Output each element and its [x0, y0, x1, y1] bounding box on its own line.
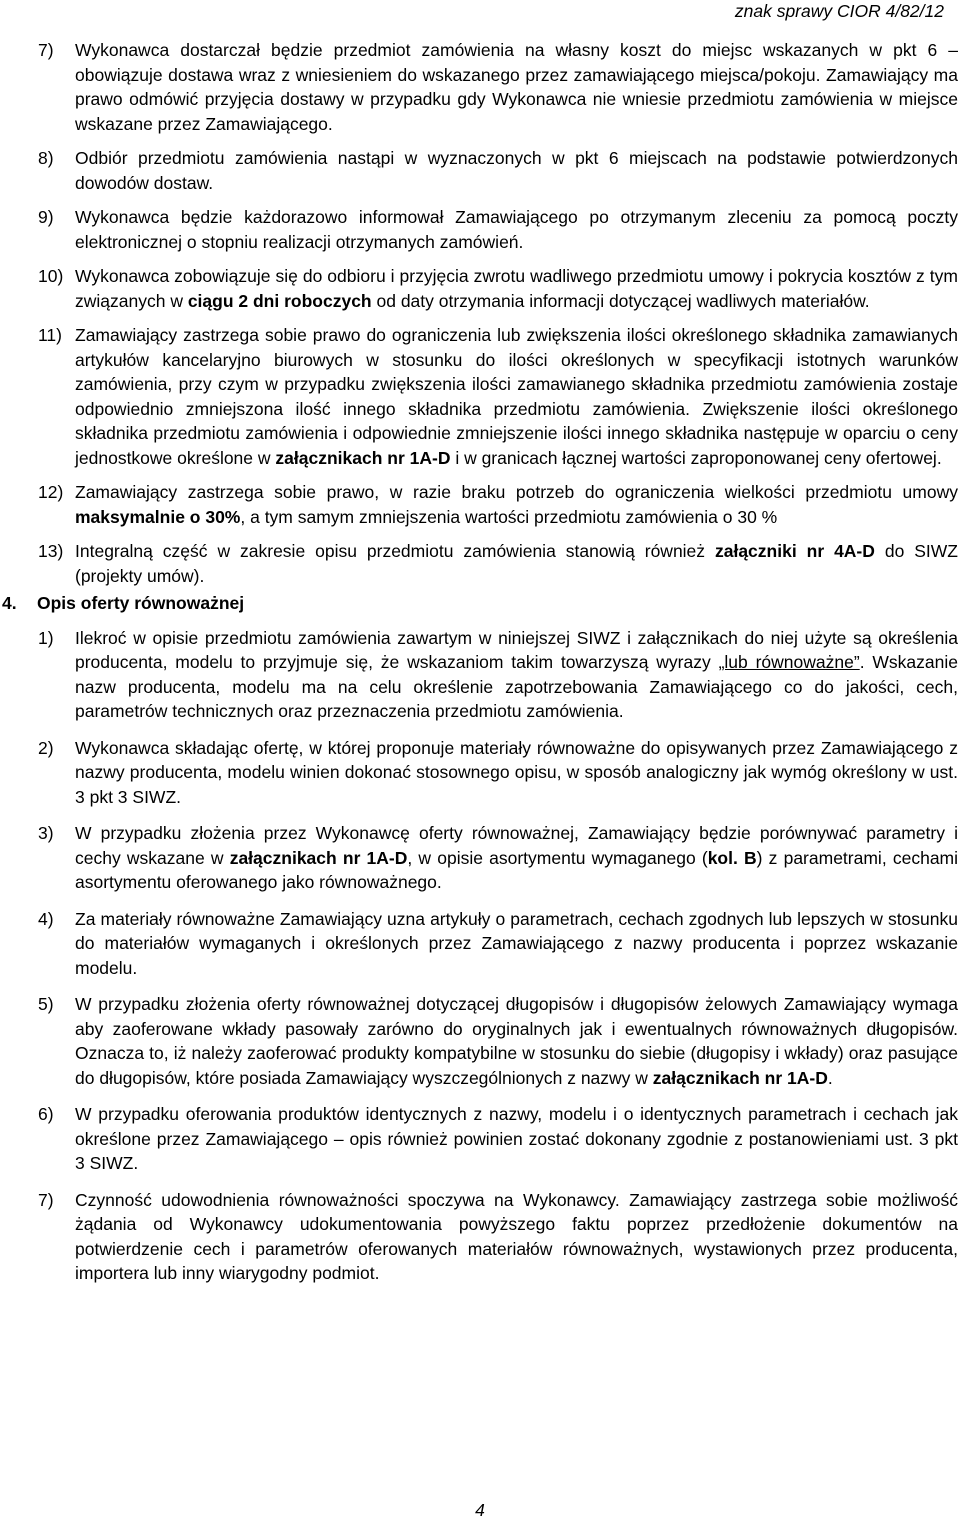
text-run: Zamawiający zastrzega sobie prawo do ograniczenia lub zwiększenia ilości określonego składnika zamawianych artykułów kancelaryjno biurowych w stosunku do ilości określonych w specyfikacji istotnych warunków zamówienia, przy czym w przypadku zwiększenia ilości zamawianego składnika przedmiotu zamówienia zostaje odpowiednio zmniejszona ilość innego składnika przedmiotu zamówienia. Zwiększenie ilości określonego składnika przedmiotu zamówienia i odpowiednie zmniejszenie ilości innego składnika następuje w oparciu o ceny jednostkowe określone w — [75, 325, 958, 468]
page-number: 4 — [475, 1500, 485, 1520]
text-run: , a tym samym zmniejszenia wartości przedmiotu zamówienia o 30 % — [240, 506, 778, 527]
item-text — [75, 626, 958, 724]
text-run: Wykonawca zobowiązuje się do odbioru i przyjęcia zwrotu wadliwego przedmiotu umowy i pokrycia kosztów z tym związanych w — [75, 266, 958, 311]
item-text — [75, 480, 958, 529]
text-run: od daty otrzymania informacji dotyczącej wadliwych materiałów. — [371, 290, 870, 311]
item-text — [75, 205, 958, 254]
item-text — [75, 323, 958, 470]
text-run: W przypadku złożenia oferty równoważnej dotyczącej długopisów i długopisów żelowych Zamawiający wymaga aby zaoferowane wkłady pasowały zarówno do oryginalnych jak i ewentualnych równoważnych długopisów. Oznacza to, iż należy zaoferować produkty kompatybilne w stosunku do siebie (długopisy i wkłady) oraz pasujące do długopisów, które posiada Zamawiający wyszczególnionych z nazwy w — [75, 994, 958, 1088]
text-run: Za materiały równoważne Zamawiający uzna artykuły o parametrach, cechach zgodnych lub lepszych w stosunku do materiałów wymaganych i określonych przez Zamawiającego z nazwy producenta i poprzez wskazanie modelu. — [75, 908, 958, 978]
text-run: W przypadku złożenia przez Wykonawcę oferty równoważnej, Zamawiający będzie porównywać parametry i cechy wskazane w — [75, 823, 958, 868]
item-number: 9) — [38, 207, 54, 227]
text-run: . Wskazanie nazw producenta, modelu ma na celu określenie zapotrzebowania Zamawiającego co do jakości, cech, parametrów technicznych oraz przeznaczenia przedmiotu zamówienia. — [75, 652, 958, 721]
item-number: 7) — [38, 40, 54, 60]
list-item — [38, 821, 958, 895]
emphasis-text: załącznikach nr 1A-D — [229, 847, 408, 868]
item-number: 1) — [38, 627, 54, 648]
item-text — [75, 736, 958, 810]
text-run: Ilekroć w opisie przedmiotu zamówienia zawartym w niniejszej SIWZ i załącznikach do niej użyte są określenia producenta, modelu to przyjmuje się, że wskazaniom takim towarzyszą wyrazy — [75, 627, 958, 672]
list-item — [38, 736, 958, 810]
equivalent-offer-list — [38, 626, 958, 1286]
list-item — [38, 480, 958, 529]
item-number: 10) — [38, 266, 64, 286]
emphasis-text: załącznikach nr 1A-D — [652, 1067, 828, 1088]
item-number: 6) — [38, 1104, 54, 1124]
document-body — [2, 38, 959, 1286]
list-item — [38, 626, 958, 724]
list-item — [38, 38, 958, 136]
item-number: 8) — [38, 148, 54, 168]
item-number: 13) — [38, 541, 64, 561]
item-number: 4) — [38, 908, 54, 929]
document-reference: znak sprawy CIOR 4/82/12 — [734, 1, 944, 21]
text-run: Czynność udowodnienia równoważności spoczywa na Wykonawcy. Zamawiający zastrzega sobie możliwość żądania od Wykonawcy udokumentowania powyższego faktu poprzez przedłożenie dokumentów na potwierdzenie cech i parametrów oferowanych materiałów równoważnych, wystawionych przez producenta, importera lub inny wiarygodny podmiot. — [75, 1189, 958, 1283]
list-item — [38, 1102, 958, 1176]
item-text — [75, 821, 958, 895]
item-number: 11) — [38, 325, 62, 345]
emphasis-text: załączniki nr 4A-D — [714, 541, 875, 561]
item-number: 12) — [38, 482, 64, 502]
text-run: do SIWZ (projekty umów). — [75, 541, 958, 586]
text-run: , w opisie asortymentu wymaganego ( — [407, 847, 708, 868]
text-run: Odbiór przedmiotu zamówienia nastąpi w wyznaczonych w pkt 6 miejscach na podstawie potwierdzonych dowodów dostaw. — [75, 148, 958, 193]
text-run: . — [827, 1067, 833, 1088]
emphasis-text: kol. B — [707, 847, 757, 868]
text-run: Wykonawca składając ofertę, w której proponuje materiały równoważne do opisywanych przez Zamawiającego z nazwy producenta, modelu winien dokonać stosownego opisu, w sposób analogiczny jak wymóg określony w ust. 3 pkt 3 SIWZ. — [75, 737, 958, 807]
text-run: Wykonawca będzie każdorazowo informował Zamawiającego po otrzymanym zleceniu za pomocą poczty elektronicznej o stopniu realizacji otrzymanych zamówień. — [75, 207, 958, 252]
list-item — [38, 539, 958, 588]
section-number: 4. — [2, 593, 17, 613]
text-run: Zamawiający zastrzega sobie prawo, w razie braku potrzeb do ograniczenia wielkości przedmiotu umowy — [75, 482, 958, 502]
list-item — [38, 992, 958, 1090]
emphasis-text: ciągu 2 dni roboczych — [187, 290, 372, 311]
list-item — [38, 323, 958, 470]
list-item — [38, 907, 958, 981]
emphasis-text: maksymalnie o 30% — [75, 506, 241, 527]
list-item — [38, 146, 958, 195]
item-text — [75, 146, 958, 195]
text-run: W przypadku oferowania produktów identycznych z nazwy, modelu i o identycznych parametrach i cechach jak określone przez Zamawiającego – opis również powinien zostać dokonany zgodnie z postanowieniami ust. 3 pkt 3 SIWZ. — [75, 1104, 958, 1173]
text-run: i w granicach łącznej wartości zaproponowanej ceny ofertowej. — [450, 447, 942, 468]
list-item — [38, 205, 958, 254]
item-text — [75, 1188, 958, 1286]
text-run: Wykonawca dostarczał będzie przedmiot zamówienia na własny koszt do miejsc wskazanych w pkt 6 – obowiązuje dostawa wraz z wniesieniem do wskazanego przez zamawiającego miejsca/pokoju. Zamawiający ma prawo odmówić przyjęcia dostawy w przypadku gdy Wykonawca nie wniesie przedmiotu zamówienia w miejsce wskazane przez Zamawiającego. — [75, 40, 958, 134]
item-text — [75, 539, 958, 588]
item-text — [75, 1102, 958, 1176]
section-title: Opis oferty równoważnej — [37, 593, 245, 613]
item-text — [75, 907, 958, 981]
item-text — [75, 992, 958, 1090]
item-number: 3) — [38, 823, 54, 843]
underlined-text: „lub równoważne” — [718, 652, 860, 672]
emphasis-text: załącznikach nr 1A-D — [275, 447, 451, 468]
section-heading — [2, 591, 958, 616]
requirements-list — [38, 38, 958, 588]
item-number: 5) — [38, 994, 54, 1014]
list-item — [38, 264, 958, 313]
item-number: 7) — [38, 1189, 54, 1210]
list-item — [38, 1188, 958, 1286]
item-text — [75, 264, 958, 313]
item-number: 2) — [38, 737, 54, 758]
text-run: ) z parametrami, cechami asortymentu oferowanego jako równoważnego. — [75, 847, 959, 892]
text-run: Integralną część w zakresie opisu przedmiotu zamówienia stanowią również — [75, 541, 715, 561]
item-text — [75, 38, 958, 136]
